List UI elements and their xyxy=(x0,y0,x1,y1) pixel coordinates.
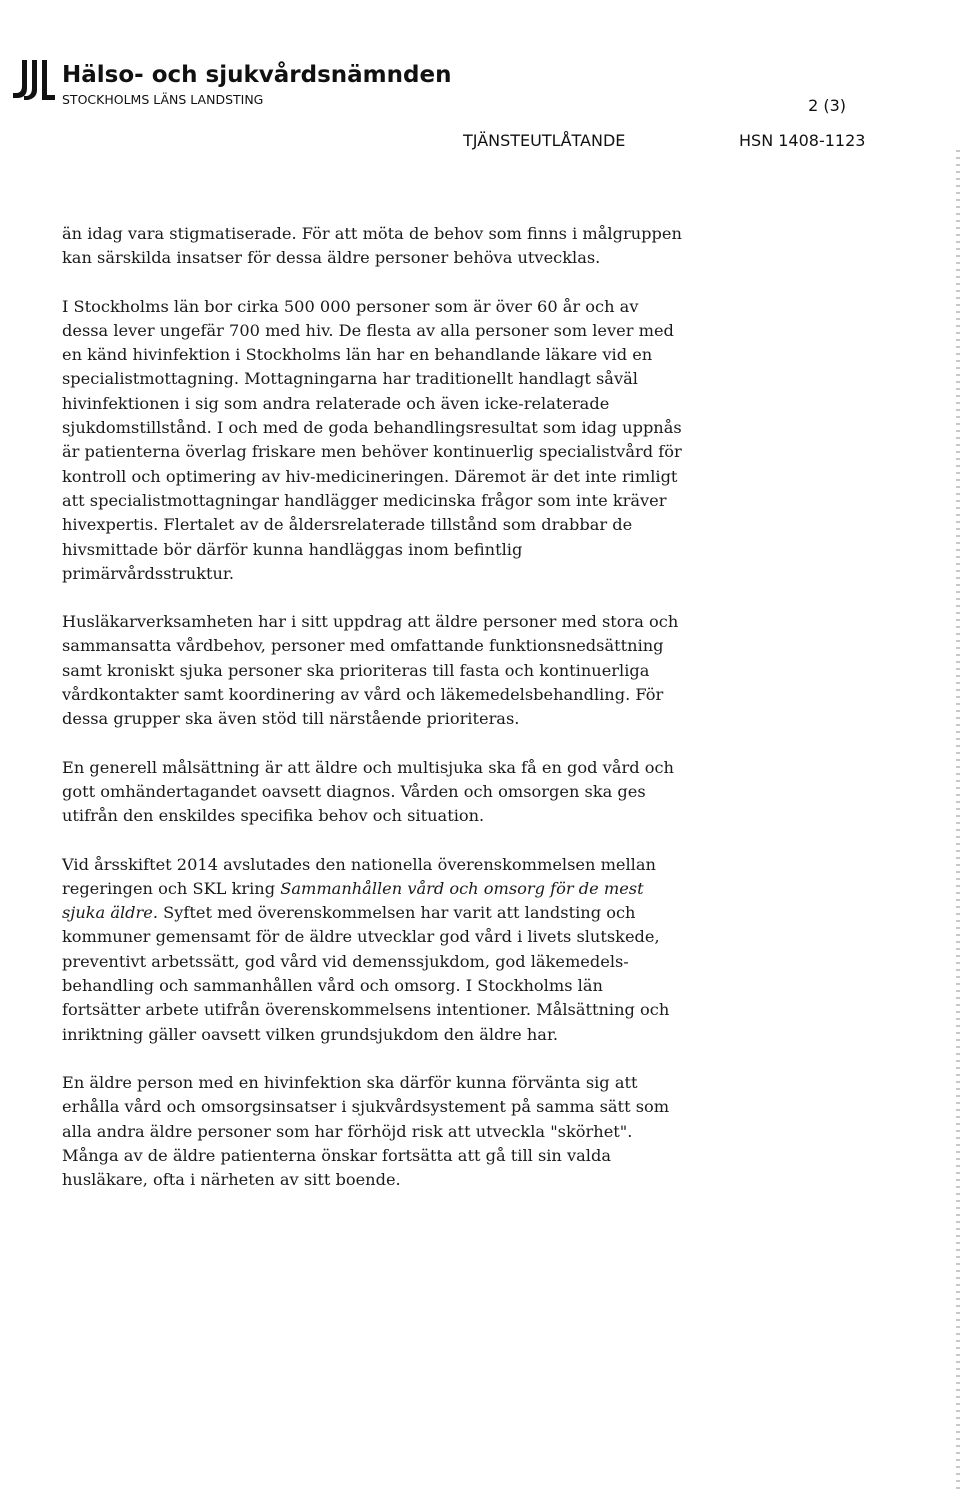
text-line: En generell målsättning är att äldre och multisjuka ska få en god vård och xyxy=(62,757,674,777)
text-line: husläkare, ofta i närheten av sitt boende. xyxy=(62,1170,401,1190)
text-line: hivinfektionen i sig som andra relaterade och även icke-relaterade xyxy=(62,393,610,413)
text-line: är patienterna överlag friskare men behöver kontinuerlig specialistvård för xyxy=(62,442,682,462)
paragraph xyxy=(62,610,802,731)
paragraph xyxy=(62,1071,802,1192)
organization-subtitle: STOCKHOLMS LÄNS LANDSTING xyxy=(62,92,264,107)
document-type: TJÄNSTEUTLÅTANDE xyxy=(463,131,626,150)
text-line: kan särskilda insatser för dessa äldre personer behöva utvecklas. xyxy=(62,248,601,268)
text-line: hivsmittade bör därför kunna handläggas inom befintlig xyxy=(62,539,523,559)
text-line: än idag vara stigmatiserade. För att möta de behov som finns i målgruppen xyxy=(62,224,682,243)
text-line: vårdkontakter samt koordinering av vård och läkemedelsbehandling. För xyxy=(62,685,664,705)
text-line: behandling och sammanhållen vård och omsorg. I Stockholms län xyxy=(62,976,603,996)
text-line: hivexpertis. Flertalet av de åldersrelaterade tillstånd som drabbar de xyxy=(62,515,633,535)
text-line: dessa grupper ska även stöd till närstående prioriteras. xyxy=(62,709,520,729)
text-line: kontroll och optimering av hiv-medicineringen. Däremot är det inte rimligt xyxy=(62,466,678,486)
text-fragment: regeringen och SKL kring xyxy=(62,878,281,898)
scan-edge xyxy=(956,150,960,1490)
text-line: En äldre person med en hivinfektion ska därför kunna förvänta sig att xyxy=(62,1072,638,1092)
text-line xyxy=(62,877,802,901)
text-line: specialistmottagning. Mottagningarna har traditionellt handlagt såväl xyxy=(62,369,638,389)
text-line: kommuner gemensamt för de äldre utvecklar god vård i livets slutskede, xyxy=(62,927,660,947)
sll-logo-icon xyxy=(12,58,56,104)
paragraph xyxy=(62,295,802,587)
text-line: Husläkarverksamheten har i sitt uppdrag att äldre personer med stora och xyxy=(62,612,679,632)
text-line: utifrån den enskildes specifika behov och situation. xyxy=(62,806,485,826)
paragraph xyxy=(62,222,802,271)
italic-title: sjuka äldre. xyxy=(62,903,159,923)
text-line: dessa lever ungefär 700 med hiv. De flesta av alla personer som lever med xyxy=(62,320,674,340)
text-line: I Stockholms län bor cirka 500 000 personer som är över 60 år och av xyxy=(62,296,639,316)
text-fragment: Syftet med överenskommelsen har varit att landsting och xyxy=(158,903,636,923)
text-line: erhålla vård och omsorgsinsatser i sjukvårdsystement på samma sätt som xyxy=(62,1097,670,1117)
document-body xyxy=(62,222,802,1216)
text-line: samt kroniskt sjuka personer ska prioriteras till fasta och kontinuerliga xyxy=(62,660,650,680)
text-line: gott omhändertagandet oavsett diagnos. Vården och omsorgen ska ges xyxy=(62,781,646,801)
text-line: primärvårdsstruktur. xyxy=(62,563,235,583)
text-line xyxy=(62,901,802,925)
text-line: sjukdomstillstånd. I och med de goda behandlingsresultat som idag uppnås xyxy=(62,418,682,438)
text-line: Vid årsskiftet 2014 avslutades den nationella överenskommelsen mellan xyxy=(62,854,656,874)
text-line: en känd hivinfektion i Stockholms län har en behandlande läkare vid en xyxy=(62,345,653,365)
text-line: sammansatta vårdbehov, personer med omfattande funktionsnedsättning xyxy=(62,636,664,656)
paragraph xyxy=(62,756,802,829)
organization-name: Hälso- och sjukvårdsnämnden xyxy=(62,62,452,88)
text-line: att specialistmottagningar handlägger medicinska frågor som inte kräver xyxy=(62,490,667,510)
page-number: 2 (3) xyxy=(808,96,846,115)
text-line: preventivt arbetssätt, god vård vid demenssjukdom, god läkemedels- xyxy=(62,951,629,971)
text-line: fortsätter arbete utifrån överenskommelsens intentioner. Målsättning och xyxy=(62,1000,670,1020)
document-reference: HSN 1408-1123 xyxy=(739,131,866,150)
text-line: alla andra äldre personer som har förhöjd risk att utveckla "skörhet". xyxy=(62,1121,633,1141)
italic-title: Sammanhållen vård och omsorg för de mest xyxy=(280,878,644,898)
text-line: Många av de äldre patienterna önskar fortsätta att gå till sin valda xyxy=(62,1145,611,1165)
text-line: inriktning gäller oavsett vilken grundsjukdom den äldre har. xyxy=(62,1024,559,1044)
paragraph xyxy=(62,853,802,1047)
